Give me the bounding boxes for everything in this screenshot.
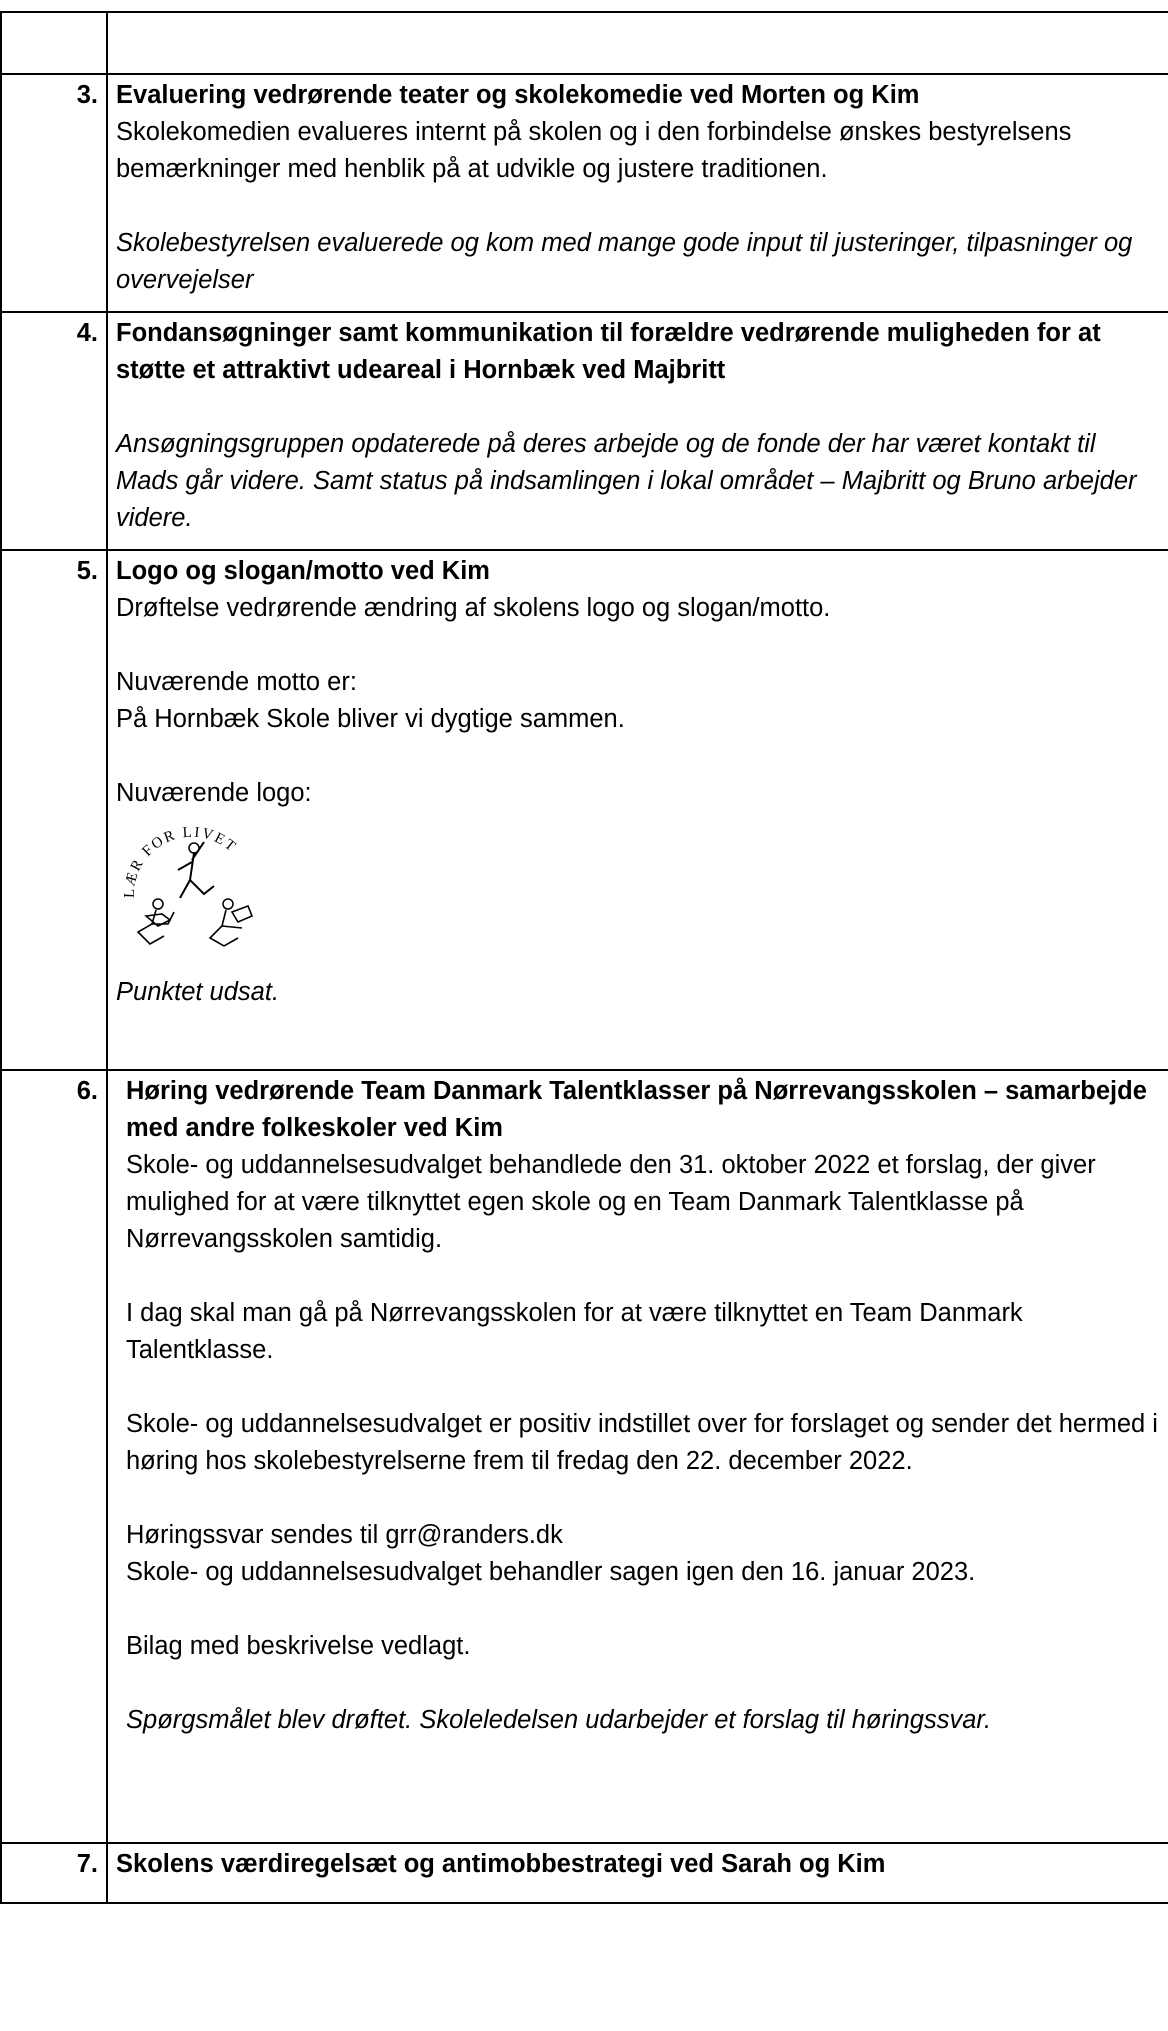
item-title: Fondansøgninger samt kommunikation til forældre vedrørende muligheden for at støtte et attraktivt udeareal i Hornbæk ved Majbritt xyxy=(116,319,1101,384)
number-cell xyxy=(1,12,107,74)
item-body: Bilag med beskrivelse vedlagt. xyxy=(126,1632,471,1660)
agenda-item-5 xyxy=(1,550,1168,1070)
item-number: 6. xyxy=(1,1070,107,1843)
item-content xyxy=(107,550,1168,1070)
item-result: Spørgsmålet blev drøftet. Skoleledelsen udarbejder et forslag til høringssvar. xyxy=(126,1706,992,1734)
item-body: Høringssvar sendes til grr@randers.dk xyxy=(126,1521,563,1549)
item-result: Punktet udsat. xyxy=(116,978,280,1006)
item-title: Høring vedrørende Team Danmark Talentklasser på Nørrevangsskolen – samarbejde med andre folkeskoler ved Kim xyxy=(126,1077,1147,1142)
logo-label: Nuværende logo: xyxy=(116,779,312,807)
item-body: I dag skal man gå på Nørrevangsskolen for at være tilknyttet en Team Danmark Talentklasse. xyxy=(126,1299,1023,1364)
item-body: Skole- og uddannelsesudvalget er positiv indstillet over for forslaget og sender det hermed i høring hos skolebestyrelserne frem til fredag den 22. december 2022. xyxy=(126,1410,1158,1475)
item-title: Skolens værdiregelsæt og antimobbestrategi ved Sarah og Kim xyxy=(116,1850,886,1878)
item-body: Drøftelse vedrørende ændring af skolens logo og slogan/motto. xyxy=(116,594,831,622)
logo-arc-text: LÆR FOR LIVET xyxy=(121,824,240,899)
item-body: Skolekomedien evalueres internt på skolen og i den forbindelse ønskes bestyrelsens bemærkninger med henblik på at udvikle og justere traditionen. xyxy=(116,118,1072,183)
item-result: Ansøgningsgruppen opdaterede på deres arbejde og de fonde der har været kontakt til Mads går videre. Samt status på indsamlingen i lokal området – Majbritt og Bruno arbejder videre. xyxy=(116,430,1137,532)
school-logo-image xyxy=(116,820,266,950)
content-cell xyxy=(107,12,1168,74)
item-body: Skole- og uddannelsesudvalget behandler sagen igen den 16. januar 2023. xyxy=(126,1558,976,1586)
agenda-item-7 xyxy=(1,1843,1168,1903)
table-row xyxy=(1,12,1168,74)
motto-text: På Hornbæk Skole bliver vi dygtige sammen. xyxy=(116,705,625,733)
agenda-item-3 xyxy=(1,74,1168,312)
item-body: Skole- og uddannelsesudvalget behandlede den 31. oktober 2022 et forslag, der giver mulighed for at være tilknyttet egen skole og en Team Danmark Talentklasse på Nørrevangsskolen samtidig. xyxy=(126,1151,1096,1253)
agenda-table xyxy=(0,11,1168,1904)
item-title: Logo og slogan/motto ved Kim xyxy=(116,557,490,585)
item-content xyxy=(107,312,1168,550)
item-number: 5. xyxy=(1,550,107,1070)
item-content xyxy=(107,1070,1168,1843)
item-content xyxy=(107,1843,1168,1903)
item-number: 3. xyxy=(1,74,107,312)
item-result: Skolebestyrelsen evaluerede og kom med mange gode input til justeringer, tilpasninger og overvejelser xyxy=(116,229,1133,294)
item-number: 7. xyxy=(1,1843,107,1903)
motto-label: Nuværende motto er: xyxy=(116,668,357,696)
item-content xyxy=(107,74,1168,312)
svg-text:LÆR FOR LIVET xyxy=(122,825,240,899)
agenda-item-6 xyxy=(1,1070,1168,1843)
item-title: Evaluering vedrørende teater og skolekomedie ved Morten og Kim xyxy=(116,81,920,109)
item-number: 4. xyxy=(1,312,107,550)
agenda-item-4 xyxy=(1,312,1168,550)
